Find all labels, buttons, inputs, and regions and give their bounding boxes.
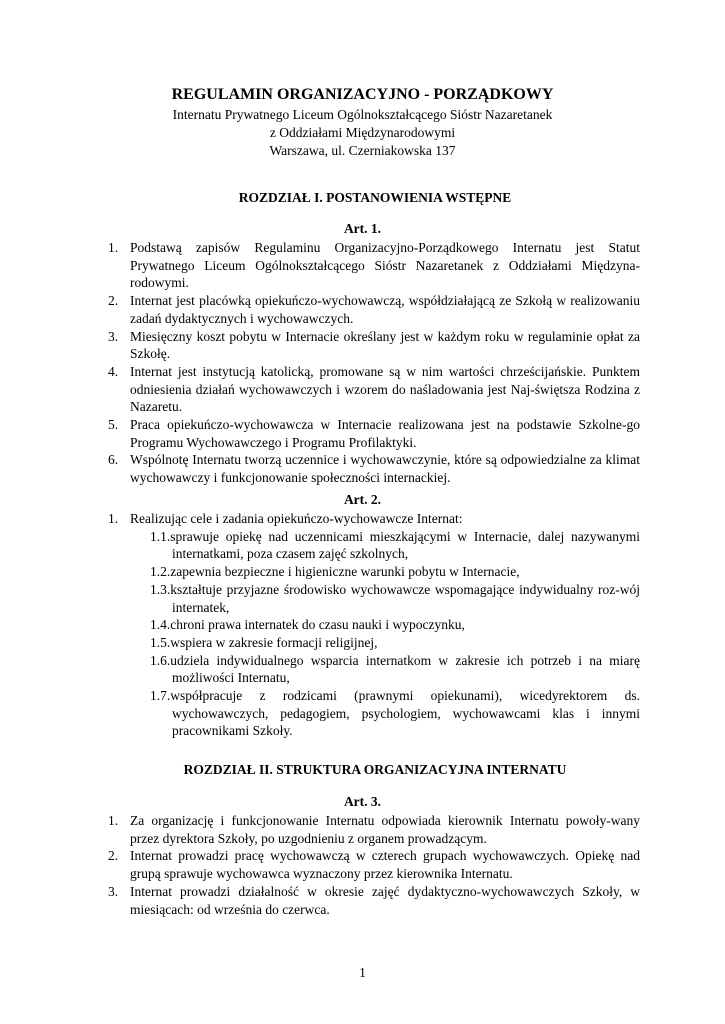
list-item [108, 416, 640, 451]
list-item [108, 239, 640, 292]
sublist-item [130, 634, 640, 652]
item-text: Internat prowadzi pracę wychowawczą w czterech grupach wychowawczych. Opiekę nad grupą sprawuje wychowawca wyznaczony przez kierownika Internatu. [130, 848, 640, 882]
list-item [108, 451, 640, 486]
art-3-list [108, 812, 640, 918]
document-title: REGULAMIN ORGANIZACYJNO - PORZĄDKOWY [171, 86, 554, 103]
sublist-item [130, 687, 640, 740]
item-number: 1. [108, 813, 119, 828]
list-item [108, 328, 640, 363]
subitem-number: 1.4. [150, 617, 171, 633]
list-item [108, 883, 640, 918]
item-text: Podstawą zapisów Regulaminu Organizacyjno-Porządkowego Internatu jest Statut Prywatnego Liceum Ogólnokształcącego Sióstr Nazaretanek z Oddziałami Międzyna-rodowymi. [130, 240, 640, 291]
sublist-item [130, 616, 640, 634]
item-text: Realizując cele i zadania opiekuńczo-wychowawcze Internat: [130, 511, 463, 526]
list-item [108, 363, 640, 416]
item-number: 2. [108, 293, 119, 309]
subitem-text: kształtuje przyjazne środowisko wychowawcze wspomagające indywidualny roz-wój internatek, [170, 581, 640, 615]
subitem-text: zapewnia bezpieczne i higieniczne warunki pobytu w Internacie, [170, 564, 520, 580]
list-item [108, 292, 640, 327]
item-text: Internat jest instytucją katolicką, promowane są w nim wartości chrześcijańskie. Punktem odniesienia działań wychowawczych i wzorem do naśladowania jest Naj-świętsza Rodzina z Nazaretu. [130, 363, 640, 415]
item-text: Internat prowadzi działalność w okresie zajęć dydaktyczno-wychowawczych Szkoły, w miesiącach: od września do czerwca. [130, 883, 640, 917]
subitem-text: wspiera w zakresie formacji religijnej, [170, 634, 378, 650]
item-number: 3. [108, 883, 119, 899]
sublist-item [130, 581, 640, 616]
art-2-sublist [130, 528, 640, 740]
art-2-list [108, 510, 640, 740]
item-text: Wspólnotę Internatu tworzą uczennice i wychowawczynie, które są odpowiedzialne za klimat wychowawczy i funkcjonowanie społeczności internackiej. [130, 452, 640, 486]
item-number: 1. [108, 511, 119, 526]
art-2-heading: Art. 2. [343, 492, 382, 507]
subitem-number: 1.6. [150, 652, 171, 668]
item-text: Praca opiekuńczo-wychowawcza w Internacie realizowana jest na podstawie Szkolne-go Programu Wychowawczego i Programu Profilaktyki. [130, 417, 640, 450]
item-number: 5. [108, 417, 119, 433]
subitem-number: 1.2. [150, 564, 171, 580]
header-line-3: Warszawa, ul. Czerniakowska 137 [269, 143, 456, 158]
art-1-list [108, 239, 640, 487]
sublist-item [130, 563, 640, 581]
list-item [108, 847, 640, 882]
subitem-number: 1.1. [150, 528, 171, 544]
document-header [0, 84, 725, 160]
item-text: Za organizację i funkcjonowanie Internatu odpowiada kierownik Internatu powoły-wany przez dyrektora Szkoły, po uzgodnieniu z organem prowadzącym. [130, 813, 640, 846]
chapter-2-heading: ROZDZIAŁ II. STRUKTURA ORGANIZACYJNA INTERNATU [183, 762, 567, 777]
chapter-1-heading: ROZDZIAŁ I. POSTANOWIENIA WSTĘPNE [238, 190, 512, 205]
list-item [108, 812, 640, 847]
subitem-number: 1.3. [150, 581, 171, 597]
item-number: 4. [108, 363, 119, 379]
art-3-heading: Art. 3. [343, 794, 382, 809]
subitem-text: współpracuje z rodzicami (prawnymi opiekunami), wicedyrektorem ds. wychowawczych, pedagogiem, psychologiem, wychowawcami klas i innymi pracownikami Szkoły. [170, 688, 640, 739]
item-text: Internat jest placówką opiekuńczo-wychowawczą, współdziałającą ze Szkołą w realizowaniu zadań dydaktycznych i wychowawczych. [130, 293, 640, 326]
subitem-number: 1.7. [150, 688, 171, 704]
sublist-item [130, 652, 640, 687]
item-number: 6. [108, 452, 119, 468]
subitem-number: 1.5. [150, 634, 171, 650]
subitem-text: udziela indywidualnego wsparcia internatkom w zakresie ich potrzeb i na miarę możliwości Internatu, [170, 652, 640, 686]
page-number: 1 [359, 965, 366, 980]
subitem-text: chroni prawa internatek do czasu nauki i wypoczynku, [170, 617, 465, 633]
item-number: 1. [108, 240, 119, 255]
item-number: 2. [108, 848, 119, 864]
header-line-1: Internatu Prywatnego Liceum Ogólnokształcącego Sióstr Nazaretanek [172, 107, 553, 122]
subitem-text: sprawuje opiekę nad uczennicami mieszkającymi w Internacie, dalej nazywanymi internatkami, poza czasem zajęć szkolnych, [170, 528, 640, 562]
sublist-item [130, 528, 640, 563]
art-1-heading: Art. 1. [343, 221, 382, 236]
item-text: Miesięczny koszt pobytu w Internacie określany jest w każdym roku w regulaminie opłat za Szkołę. [130, 328, 640, 362]
header-line-2: z Oddziałami Międzynarodowymi [269, 125, 456, 140]
item-number: 3. [108, 328, 119, 344]
list-item [108, 510, 640, 740]
